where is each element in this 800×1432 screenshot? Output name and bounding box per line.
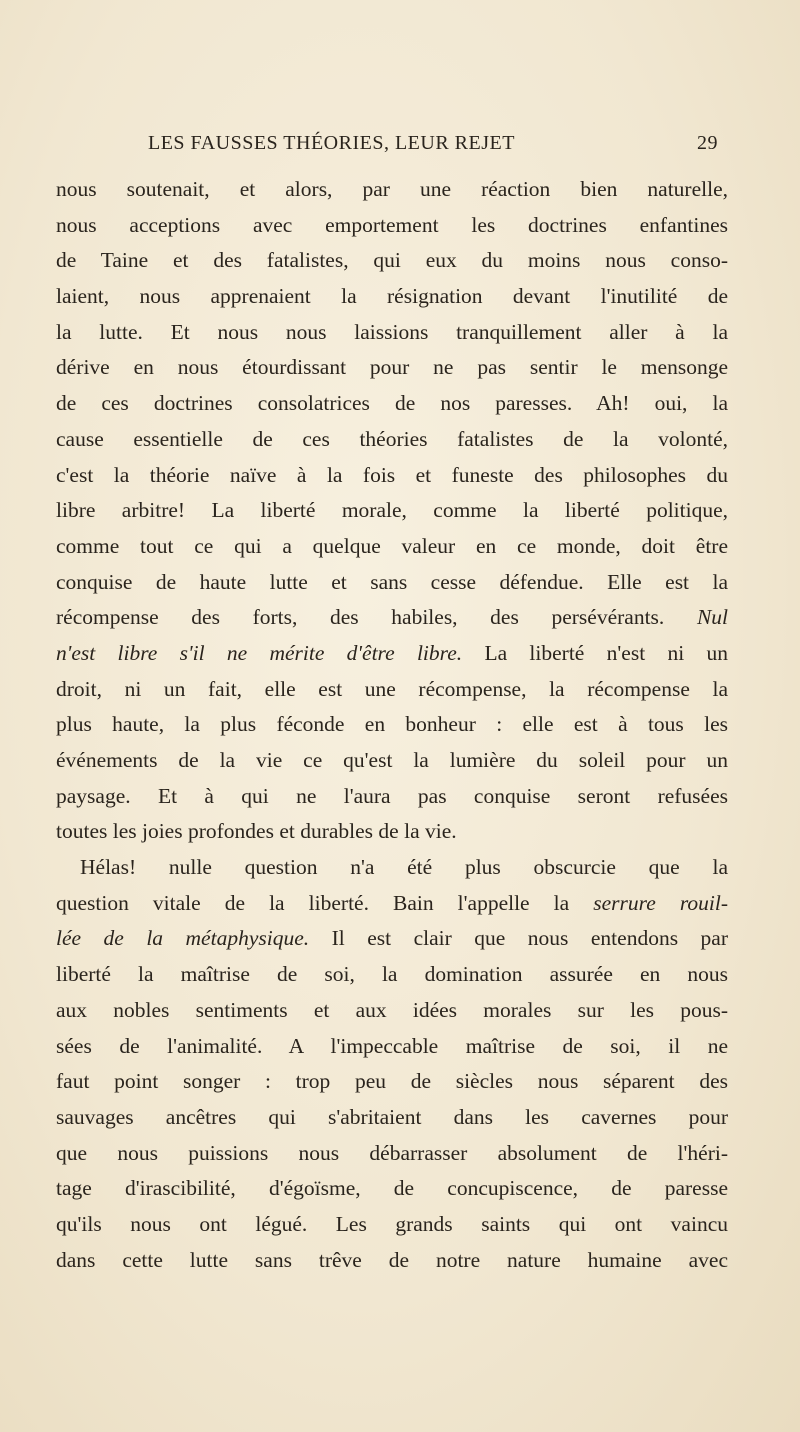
text-line: conquise de haute lutte et sans cesse défendue. Elle est la [56,569,728,594]
text-line: c'est la théorie naïve à la fois et funeste des philosophes du [56,462,728,487]
text-line: comme tout ce qui a quelque valeur en ce monde, doit être [56,533,728,558]
text-line: nous soutenait, et alors, par une réaction bien naturelle, [56,177,728,201]
text-line: dérive en nous étourdissant pour ne pas sentir le mensonge [56,355,728,380]
text-line: dans cette lutte sans trêve de notre nature humaine avec [56,1247,728,1272]
text-line: de Taine et des fatalistes, qui eux du moins nous conso- [56,248,728,273]
text-line: que nous puissions nous débarrasser absolument de l'héri- [56,1140,728,1165]
italic-span: serrure rouil- [593,890,728,915]
text-line: tage d'irascibilité, d'égoïsme, de concupiscence, de paresse [56,1176,728,1201]
text-line: libre arbitre! La liberté morale, comme la liberté politique, [56,498,728,523]
text-line: liberté la maîtrise de soi, la domination assurée en nous [56,962,728,987]
text-line [56,600,728,636]
text-line: événements de la vie ce qu'est la lumière du soleil pour un [56,748,728,772]
text-line: aux nobles sentiments et aux idées morales sur les pous- [56,997,728,1022]
italic-span: n'est libre s'il ne mérite d'être libre. [56,640,463,665]
text-span: récompense des forts, des habiles, des persévérants. [56,605,665,630]
text-line: droit, ni un fait, elle est une récompense, la récompense la [56,676,728,701]
italic-span: Nul [696,605,729,630]
text-span: question vitale de la liberté. Bain l'appelle la [56,890,594,915]
text-line: faut point songer : trop peu de siècles nous séparent des [56,1069,728,1094]
text-span: Il est clair que nous entendons par [309,926,729,951]
text-line: nous acceptions avec emportement les doctrines enfantines [56,212,728,237]
text-line: Hélas! nulle question n'a été plus obscurcie que la [80,855,728,880]
italic-span: lée de la métaphysique. [56,926,310,951]
text-line: de ces doctrines consolatrices de nos paresses. Ah! oui, la [56,391,728,416]
page-number: 29 [697,132,718,154]
text-line: paysage. Et à qui ne l'aura pas conquise seront refusées [56,783,728,808]
text-line: plus haute, la plus féconde en bonheur : elle est à tous les [56,712,728,737]
text-line: qu'ils nous ont légué. Les grands saints qui ont vaincu [56,1211,728,1236]
text-line: sées de l'animalité. A l'impeccable maîtrise de soi, il ne [56,1033,728,1058]
text-line [56,886,728,922]
text-line: laient, nous apprenaient la résignation devant l'inutilité de [56,284,728,309]
body-text [56,172,728,1278]
text-span: La liberté n'est ni un [462,640,728,665]
text-line [56,921,728,957]
running-title: LES FAUSSES THÉORIES, LEUR REJET [148,132,515,154]
text-line [56,636,728,672]
text-line: cause essentielle de ces théories fatalistes de la volonté, [56,426,728,451]
text-line: sauvages ancêtres qui s'abritaient dans les cavernes pour [56,1104,728,1129]
text-line: toutes les joies profondes et durables de la vie. [56,819,457,844]
text-line: la lutte. Et nous nous laissions tranquillement aller à la [56,319,728,344]
